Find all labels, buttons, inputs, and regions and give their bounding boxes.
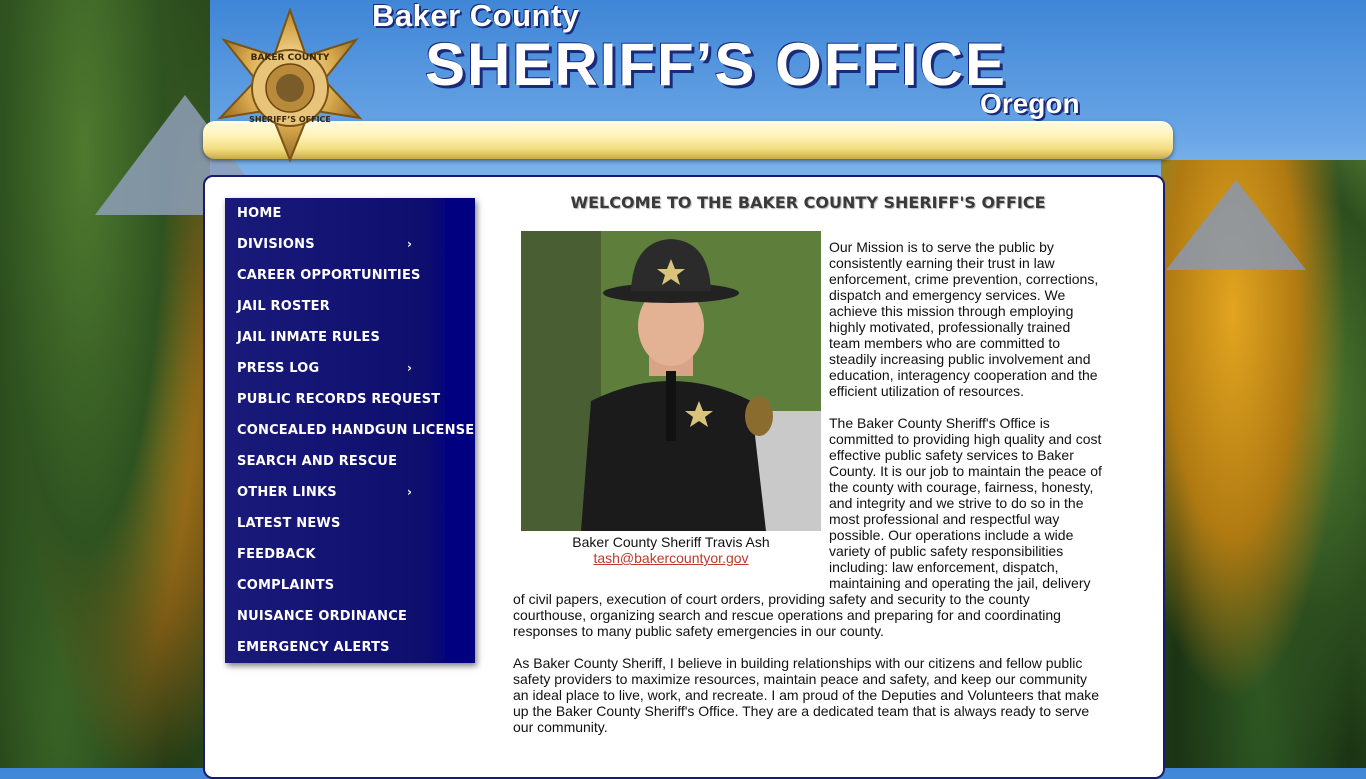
nav-item-divisions[interactable] <box>225 229 475 260</box>
nav-item-label: JAIL ROSTER <box>237 299 330 314</box>
badge-text-bottom: SHERIFF’S OFFICE <box>249 115 331 124</box>
nav-item-label: JAIL INMATE RULES <box>237 330 381 345</box>
chevron-right-icon: › <box>407 485 413 499</box>
photo-caption <box>521 534 821 566</box>
background-mountain-right <box>1166 180 1306 270</box>
nav-item-latest-news[interactable] <box>225 508 475 539</box>
nav-item-label: HOME <box>237 206 282 221</box>
mission-paragraph: Our Mission is to serve the public by consistently earning their trust in law enforcement, crime prevention, corrections, dispatch and emergency services. We achieve this mission through employing highly motivated, professionally trained team members who are committed to steadily increasing public involvement and education, interagency cooperation and the efficient utilization of resources. <box>829 239 1099 399</box>
chevron-right-icon: › <box>407 237 413 251</box>
nav-item-jail-inmate-rules[interactable] <box>225 322 475 353</box>
nav-item-label: OTHER LINKS <box>237 485 337 500</box>
site-title-state: Oregon <box>980 88 1080 119</box>
nav-item-feedback[interactable] <box>225 539 475 570</box>
nav-item-concealed-handgun-license[interactable] <box>225 415 475 446</box>
nav-item-label: FEEDBACK <box>237 547 316 562</box>
nav-item-career-opportunities[interactable] <box>225 260 475 291</box>
nav-item-label: CAREER OPPORTUNITIES <box>237 268 421 283</box>
sheriff-message-paragraph: As Baker County Sheriff, I believe in building relationships with our citizens and fellow public safety providers to maximize resources, maintain peace and safety, and keep our community an ideal place to live, work, and recreate. I am proud of the Deputies and Volunteers that make up the Baker County Sheriff's Office. They are a dedicated team that is always ready to serve our community. <box>513 655 1100 735</box>
nav-item-public-records-request[interactable] <box>225 384 475 415</box>
nav-item-jail-roster[interactable] <box>225 291 475 322</box>
nav-item-emergency-alerts[interactable] <box>225 632 475 663</box>
chevron-right-icon: › <box>407 361 413 375</box>
nav-item-label: PUBLIC RECORDS REQUEST <box>237 392 441 407</box>
nav-item-label: LATEST NEWS <box>237 516 341 531</box>
site-title-county: Baker County <box>372 0 580 33</box>
caption-sheriff-name: Baker County Sheriff Travis Ash <box>572 534 770 550</box>
site-header <box>0 0 1366 175</box>
nav-item-nuisance-ordinance[interactable] <box>225 601 475 632</box>
nav-item-press-log[interactable] <box>225 353 475 384</box>
sheriff-star-badge-icon[interactable] <box>210 8 370 163</box>
nav-item-search-and-rescue[interactable] <box>225 446 475 477</box>
nav-item-label: COMPLAINTS <box>237 578 335 593</box>
nav-item-label: NUISANCE ORDINANCE <box>237 609 408 624</box>
nav-item-label: CONCEALED HANDGUN LICENSE <box>237 423 475 438</box>
nav-item-home[interactable] <box>225 198 475 229</box>
nav-item-label: DIVISIONS <box>237 237 315 252</box>
nav-item-other-links[interactable] <box>225 477 475 508</box>
site-title-office: SHERIFF’S OFFICE <box>425 31 1008 98</box>
services-paragraph: The Baker County Sheriff's Office is committed to providing high quality and cost effective public safety services to Baker County. It is our job to maintain the peace of the county with courage, fairness, honesty, and integrity and we strive to do so in the most professional and respectful way possible. Our operations include a wide variety of public safety responsibilities including: law enforcement, dispatch, maintaining and operating the jail, delivery of civil papers, execution of court orders, providing safety and security to the county courthouse, organizing search and rescue operations and preparing for and coordinating responses to many public safety emergencies in our county. <box>513 415 1102 639</box>
nav-item-label: SEARCH AND RESCUE <box>237 454 398 469</box>
welcome-heading: WELCOME TO THE BAKER COUNTY SHERIFF'S OFFICE <box>570 193 1046 212</box>
sheriff-portrait-photo <box>521 231 821 531</box>
nav-item-label: EMERGENCY ALERTS <box>237 640 390 655</box>
sheriff-email-link[interactable]: tash@bakercountyor.gov <box>593 550 749 566</box>
main-navigation <box>225 198 475 663</box>
nav-item-label: PRESS LOG <box>237 361 320 376</box>
badge-text-top: BAKER COUNTY <box>250 53 330 63</box>
nav-item-complaints[interactable] <box>225 570 475 601</box>
